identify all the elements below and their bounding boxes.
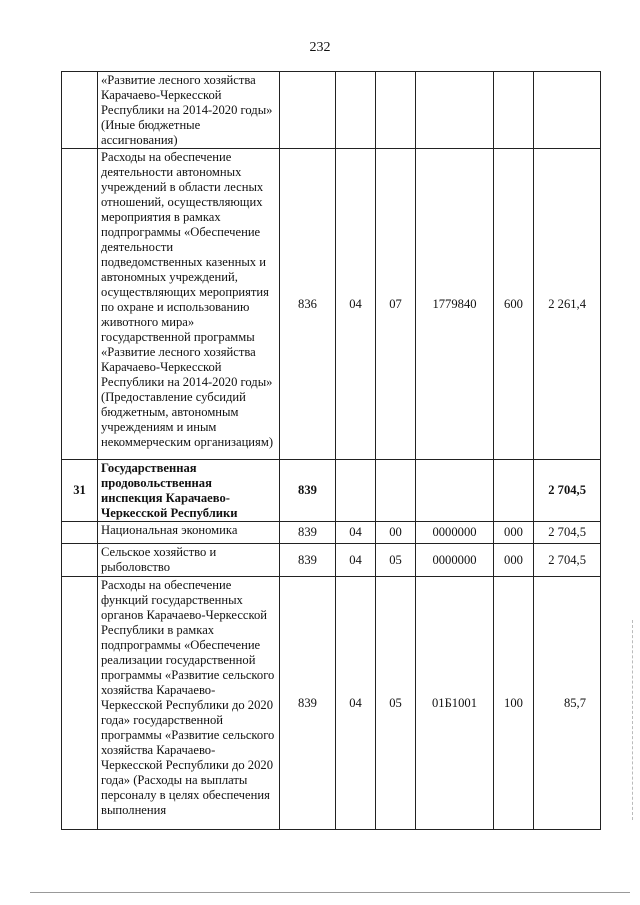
section-code: 04 — [336, 522, 376, 544]
subsection-code — [376, 460, 416, 522]
table-row — [62, 522, 601, 544]
row-number — [62, 544, 98, 577]
row-description: Национальная экономика — [98, 522, 280, 544]
target-article-code: 0000000 — [416, 522, 494, 544]
page-number: 232 — [309, 40, 331, 55]
ved-code: 839 — [280, 460, 336, 522]
section-code: 04 — [336, 149, 376, 460]
target-article-code — [416, 460, 494, 522]
ved-code: 839 — [280, 544, 336, 577]
section-code: 04 — [336, 577, 376, 830]
row-number — [62, 72, 98, 149]
subsection-code: 07 — [376, 149, 416, 460]
amount: 2 704,5 — [534, 460, 601, 522]
ved-code: 839 — [280, 577, 336, 830]
budget-table — [61, 71, 601, 830]
row-description: Расходы на обеспечение функций государственных органов Карачаево-Черкесской Республики в рамках подпрограммы «Обеспечение реализации государственной программы «Развитие сельского хозяйства Карачаево-Черкесской Республики до 2020 года» государственной программы «Развитие сельского хозяйства Карачаево-Черкесской Республики до 2020 года» (Расходы на выплаты персоналу в целях обеспечения выполнения — [98, 577, 280, 830]
row-description: Расходы на обеспечение деятельности автономных учреждений в области лесных отношений, осуществляющих мероприятия в рамках подпрограммы «Обеспечение деятельности подведомственных казенных и автономных учреждений, осуществляющих мероприятия по охране и использованию животного мира» государственной программы «Развитие лесного хозяйства Карачаево-Черкесской Республики на 2014-2020 годы» (Предоставление субсидий бюджетным, автономным учреждениям и иным некоммерческим организациям) — [98, 149, 280, 460]
expense-type-code — [494, 460, 534, 522]
section-code — [336, 460, 376, 522]
row-number — [62, 577, 98, 830]
scan-bottom-rule — [30, 892, 630, 893]
row-number — [62, 522, 98, 544]
amount — [534, 72, 601, 149]
row-number: 31 — [62, 460, 98, 522]
row-description: Сельское хозяйство и рыболовство — [98, 544, 280, 577]
ved-code — [280, 72, 336, 149]
amount: 2 704,5 — [534, 544, 601, 577]
row-number — [62, 149, 98, 460]
expense-type-code: 100 — [494, 577, 534, 830]
subsection-code: 05 — [376, 544, 416, 577]
table-row — [62, 544, 601, 577]
ved-code: 839 — [280, 522, 336, 544]
expense-type-code: 000 — [494, 522, 534, 544]
ved-code: 836 — [280, 149, 336, 460]
subsection-code: 00 — [376, 522, 416, 544]
table-row — [62, 577, 601, 830]
row-description: Государственная продовольственная инспекция Карачаево-Черкесской Республики — [98, 460, 280, 522]
row-description: «Развитие лесного хозяйства Карачаево-Черкесской Республики на 2014-2020 годы» (Иные бюджетные ассигнования) — [98, 72, 280, 149]
expense-type-code — [494, 72, 534, 149]
expense-type-code: 600 — [494, 149, 534, 460]
section-code: 04 — [336, 544, 376, 577]
scan-margin-line — [632, 620, 634, 820]
target-article-code: 01Б1001 — [416, 577, 494, 830]
subsection-code: 05 — [376, 577, 416, 830]
target-article-code: 1779840 — [416, 149, 494, 460]
amount: 2 704,5 — [534, 522, 601, 544]
table-row — [62, 149, 601, 460]
target-article-code: 0000000 — [416, 544, 494, 577]
amount: 2 261,4 — [534, 149, 601, 460]
section-code — [336, 72, 376, 149]
subsection-code — [376, 72, 416, 149]
expense-type-code: 000 — [494, 544, 534, 577]
target-article-code — [416, 72, 494, 149]
table-row — [62, 72, 601, 149]
table-row — [62, 460, 601, 522]
amount: 85,7 — [534, 577, 601, 830]
